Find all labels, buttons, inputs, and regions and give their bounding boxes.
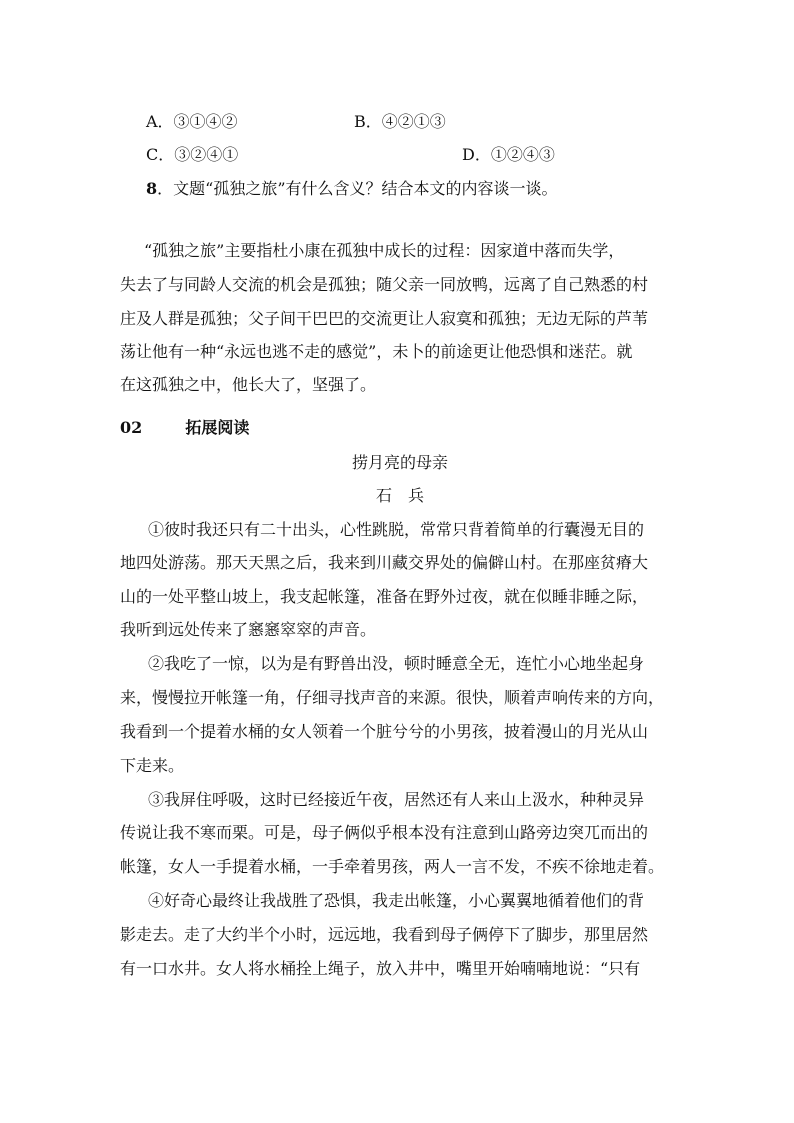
paragraph-line-5: ②我吃了一惊，以为是有野兽出没，顿时睡意全无，连忙小心地坐起身 — [148, 654, 645, 673]
answer-line-2: 失去了与同龄人交流的机会是孤独；随父亲一同放鸭，远离了自己熟悉的村 — [120, 275, 649, 294]
paragraph-line-2: 地四处游荡。那天天黑之后，我来到川藏交界处的偏僻山村。在那座贫瘠大 — [120, 553, 649, 572]
paragraph-line-9: ③我屏住呼吸，这时已经接近午夜，居然还有人来山上汲水，种种灵异 — [148, 790, 645, 809]
article-title: 捞月亮的母亲 — [351, 453, 448, 472]
section-number: 02 — [120, 418, 143, 437]
answer-line-3: 庄及人群是孤独；父子间干巴巴的交流更让人寂寞和孤独；无边无际的芦苇 — [120, 309, 649, 328]
paragraph-line-7: 我看到一个提着水桶的女人领着一个脏兮兮的小男孩，披着漫山的月光从山 — [120, 722, 649, 741]
answer-line-1: “孤独之旅”主要指杜小康在孤独中成长的过程：因家道中落而失学， — [144, 241, 625, 260]
answer-line-5: 在这孤独之中，他长大了，坚强了。 — [120, 375, 377, 394]
paragraph-line-11: 帐篷，女人一手提着水桶，一手牵着男孩，两人一言不发，不疾不徐地走着。 — [120, 857, 665, 876]
option-d: D．①②④③ — [462, 145, 555, 164]
section-title: 拓展阅读 — [185, 418, 250, 437]
section-header — [120, 418, 680, 438]
option-c: C．③②④① — [146, 145, 239, 164]
question-number: 8 — [146, 179, 158, 198]
answer-line-4: 荡让他有一种“永远也逃不走的感觉”，未卜的前途更让他恐惧和迷茫。就 — [120, 342, 633, 361]
paragraph-line-1: ①彼时我还只有二十出头，心性跳脱，常常只背着简单的行囊漫无目的 — [148, 520, 645, 539]
option-b: B．④②①③ — [354, 112, 446, 131]
question-text: ．文题“孤独之旅”有什么含义？结合本文的内容谈一谈。 — [157, 179, 558, 198]
article-author: 石 兵 — [375, 486, 424, 505]
paragraph-line-12: ④好奇心最终让我战胜了恐惧，我走出帐篷，小心翼翼地循着他们的背 — [148, 891, 645, 910]
paragraph-line-8: 下走来。 — [120, 756, 185, 775]
paragraph-line-14: 有一口水井。女人将水桶拴上绳子，放入井中，嘴里开始喃喃地说：“只有 — [120, 959, 641, 978]
question-8 — [146, 179, 706, 199]
option-a: A．③①④② — [146, 112, 238, 131]
paragraph-line-4: 我听到远处传来了窸窸窣窣的声音。 — [120, 620, 377, 639]
paragraph-line-10: 传说让我不寒而栗。可是，母子俩似乎根本没有注意到山路旁边突兀而出的 — [120, 823, 649, 842]
paragraph-line-6: 来，慢慢拉开帐篷一角，仔细寻找声音的来源。很快，顺着声响传来的方向， — [120, 688, 665, 707]
paragraph-line-13: 影走去。走了大约半个小时，远远地，我看到母子俩停下了脚步，那里居然 — [120, 925, 649, 944]
paragraph-line-3: 山的一处平整山坡上，我支起帐篷，准备在野外过夜，就在似睡非睡之际， — [120, 587, 649, 606]
